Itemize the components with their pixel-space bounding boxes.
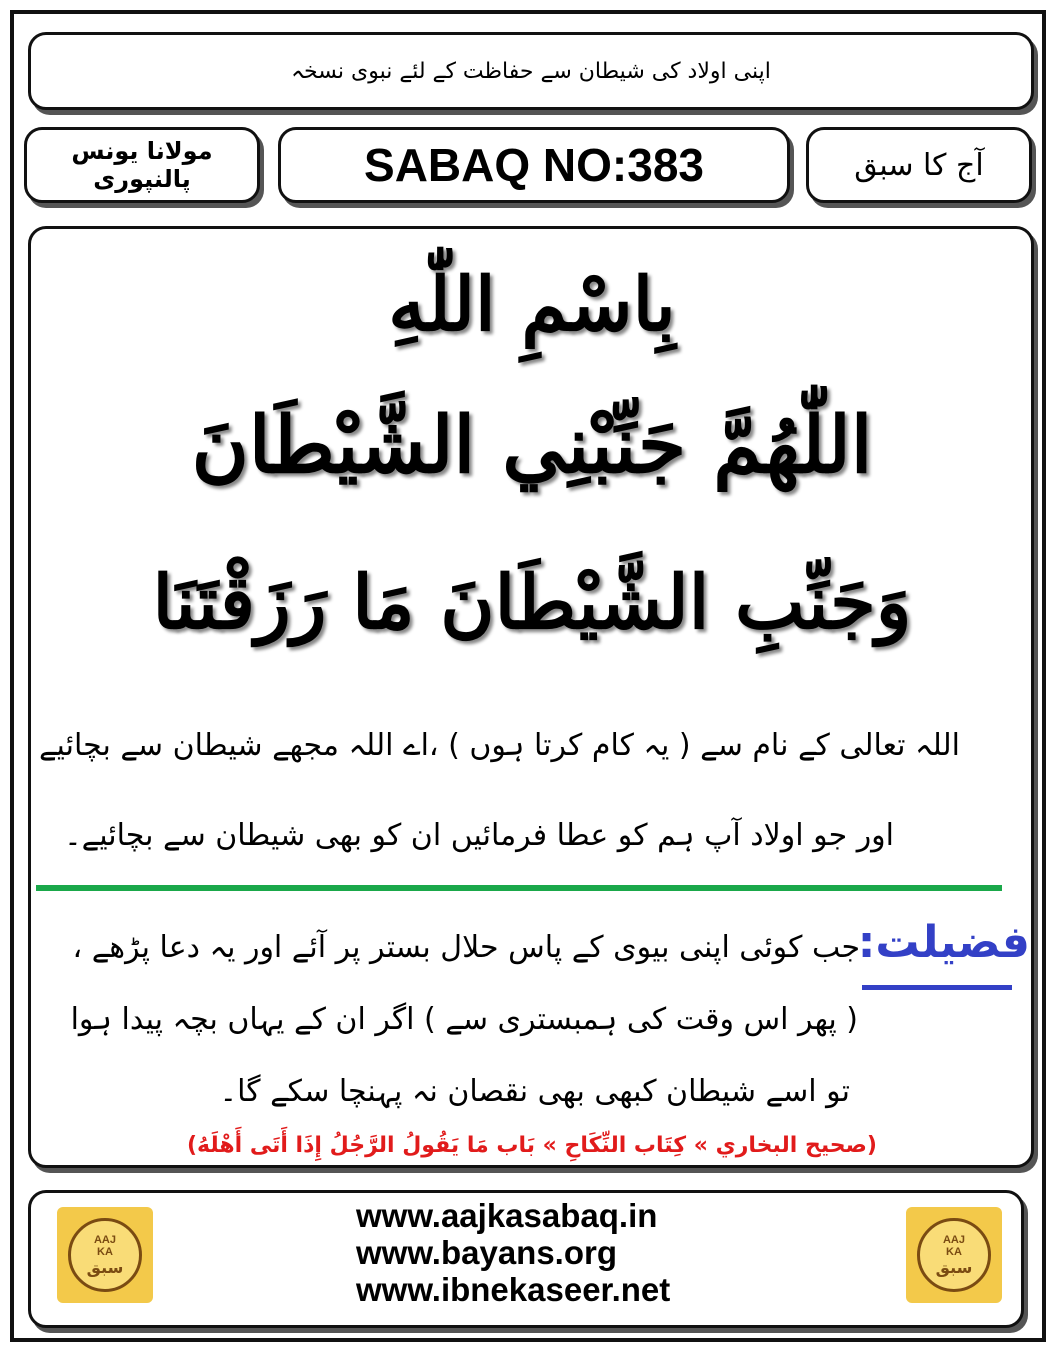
fazilat-label: فضیلت: — [857, 917, 1030, 968]
header-box — [28, 32, 1034, 110]
dua-line-2: وَجَنِّبِ الشَّيْطَانَ مَا رَزَقْتَنَا — [152, 560, 912, 646]
header-title: اپنی اولاد کی شیطان سے حفاظت کے لئے نبوی نسخہ — [291, 58, 771, 84]
aaj-ka-sabaq-box — [806, 127, 1032, 203]
author-box — [24, 127, 260, 203]
logo-left-mid: KA — [97, 1245, 113, 1258]
logo-right-emblem — [917, 1218, 991, 1292]
footer-urls — [356, 1197, 756, 1308]
bismillah: بِاسْمِ اللّٰهِ — [388, 262, 676, 348]
logo-left — [57, 1207, 153, 1303]
fazilat-line-1: جب کوئی اپنی بیوی کے پاس حلال بستر پر آئے اور یہ دعا پڑھے ، — [72, 930, 860, 965]
url-aajkasabaq[interactable]: www.aajkasabaq.in — [356, 1197, 658, 1234]
fazilat-line-3: تو اسے شیطان کبھی بھی نقصان نہ پہنچا سکے گا۔ — [219, 1074, 850, 1109]
url-ibnekaseer[interactable]: www.ibnekaseer.net — [356, 1271, 671, 1308]
fazilat-underline — [862, 985, 1012, 990]
logo-left-ar: سبق — [86, 1257, 124, 1277]
translation-line-2: اور جو اولاد آپ ہم کو عطا فرمائیں ان کو بھی شیطان سے بچائیے۔ — [64, 818, 894, 853]
author-name: مولانا یونس پالنپوری — [71, 137, 213, 193]
logo-right-top: AAJ — [942, 1233, 965, 1246]
hadith-reference: (صحيح البخاري » كِتَاب النِّكَاحِ » بَاب مَا يَقُولُ الرَّجُلُ إِذَا أَتَى أَهْلَهُ) — [187, 1133, 877, 1158]
url-bayans[interactable]: www.bayans.org — [356, 1234, 618, 1271]
logo-right — [906, 1207, 1002, 1303]
sabaq-box — [278, 127, 790, 203]
logo-left-emblem — [68, 1218, 142, 1292]
dua-line-1: اللّٰهُمَّ جَنِّبْنِي الشَّيْطَانَ — [191, 400, 873, 491]
fazilat-line-2: ( پھر اس وقت کی ہمبستری سے ) اگر ان کے یہاں بچہ پیدا ہوا — [70, 1002, 858, 1037]
aaj-ka-sabaq-label: آج کا سبق — [854, 147, 984, 183]
logo-left-top: AAJ — [93, 1233, 116, 1246]
logo-right-ar: سبق — [935, 1257, 973, 1277]
section-divider — [36, 885, 1002, 891]
sabaq-number: SABAQ NO:383 — [364, 139, 704, 191]
translation-line-1: اللہ تعالی کے نام سے ( یہ کام کرتا ہوں ) ،اے اللہ مجھے شیطان سے بچائیے — [38, 728, 960, 763]
logo-right-mid: KA — [946, 1245, 962, 1258]
